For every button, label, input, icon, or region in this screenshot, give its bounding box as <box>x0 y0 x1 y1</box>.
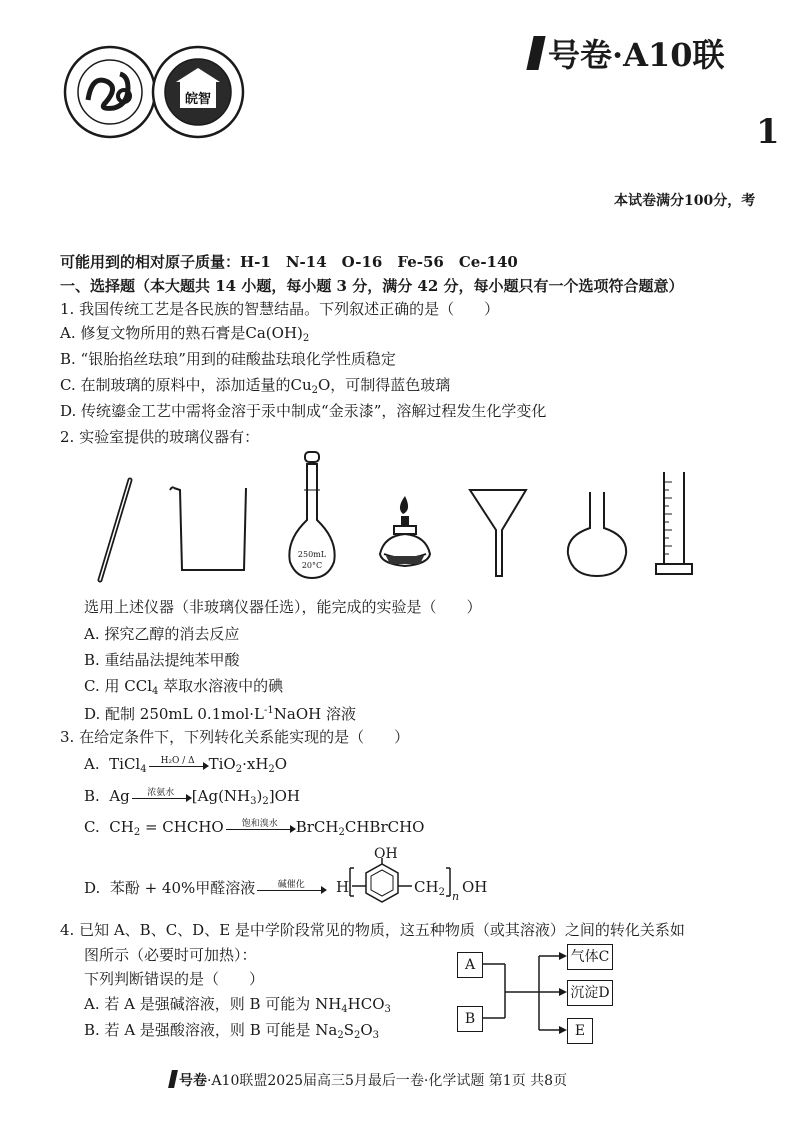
brand-title: 号卷·A10联 <box>530 30 725 76</box>
phenolic-resin-structure <box>330 846 490 906</box>
q3-option-b: B. Ag 浓氨水 $[Ag(NH_3)_2]OH$ <box>84 787 300 807</box>
q3-option-a: A. TiCl$_4$ H₂O / Δ $TiO_2\cdot xH_2O$ <box>84 755 288 775</box>
question-2-stem: 2. 实验室提供的玻璃仪器有： <box>60 428 260 446</box>
q3-option-c: C. $CH_2$ = CHCHO 饱和溴水 BrCH$_2$CHBrCHO <box>84 818 425 838</box>
question-4-stem-2: 图所示（必要时可加热）： <box>84 946 257 964</box>
alcohol-lamp-icon <box>370 492 440 576</box>
question-4-stem-1: 4. 已知 A、B、C、D、E 是中学阶段常见的物质，这五种物质（或其溶液）之间的转化关系如 <box>60 921 685 939</box>
page-footer: 号卷·A10联盟2025届高三5月最后一卷·化学试题 第1页 共8页 <box>170 1070 567 1090</box>
section-title: 一、选择题（本大题共 14 小题，每小题 3 分，满分 42 分，每小题只有一个选项符合题意） <box>60 277 684 295</box>
school-logo-right <box>150 44 246 140</box>
diagram-box-d: 沉淀D <box>567 980 613 1006</box>
school-logo-left <box>62 44 158 140</box>
q2-instruction: 选用上述仪器（非玻璃仪器任选），能完成的实验是（ ） <box>84 598 482 616</box>
diagram-box-c: 气体C <box>567 944 613 970</box>
q1-option-a: A. 修复文物所用的熟石膏是$Ca(OH)_2$ <box>60 324 310 344</box>
q4-option-a: A. 若 A 是强碱溶液，则 B 可能为 $NH_4HCO_3$ <box>84 995 391 1015</box>
structure-h: H <box>336 878 350 896</box>
question-1-stem: 1. 我国传统工艺是各民族的智慧结晶。下列叙述正确的是（ ） <box>60 300 500 318</box>
beaker-icon <box>168 482 258 581</box>
flask-volume-label: 250mL <box>297 550 327 559</box>
round-bottom-flask-icon <box>562 488 632 584</box>
structure-oh-top: OH <box>374 846 398 862</box>
glass-rod-icon <box>90 475 140 589</box>
corner-number: 1 <box>756 112 780 152</box>
score-note: 本试卷满分100分，考 <box>614 193 756 209</box>
reaction-arrow-icon: 饱和溴水 <box>224 818 296 838</box>
brand-mark-icon <box>526 36 545 70</box>
atomic-masses: 可能用到的相对原子质量：H-1 N-14 O-16 Fe-56 Ce-140 <box>60 253 518 271</box>
q4-prompt: 下列判断错误的是（ ） <box>84 970 265 988</box>
q2-option-c: C. 用 CCl$_4$ 萃取水溶液中的碘 <box>84 677 284 697</box>
q1-option-c: C. 在制玻璃的原料中，添加适量的$Cu_2O$，可制得蓝色玻璃 <box>60 376 451 396</box>
q2-option-a: A. 探究乙醇的消去反应 <box>84 625 240 643</box>
diagram-box-b: B <box>457 1006 483 1032</box>
flask-temp-label: 20°C <box>301 561 323 570</box>
structure-oh-end: OH <box>462 878 488 896</box>
structure-ch2: $CH_2$ <box>414 878 445 898</box>
q1-option-d: D. 传统鎏金工艺中需将金溶于汞中制成“金汞漆”，溶解过程发生化学变化 <box>60 402 547 420</box>
volumetric-flask-icon <box>282 450 342 580</box>
q3-option-d: D. 苯酚 + 40%甲醛溶液 碱催化 <box>84 878 327 899</box>
footer-brand-mark-icon <box>168 1070 178 1088</box>
q2-option-b: B. 重结晶法提纯苯甲酸 <box>84 651 240 669</box>
structure-n: n <box>452 890 460 903</box>
reaction-arrow-icon: H₂O / Δ <box>147 755 209 775</box>
logo-right-mark: 皖智 <box>184 92 211 107</box>
question-3-stem: 3. 在给定条件下，下列转化关系能实现的是（ ） <box>60 728 410 746</box>
graduated-cylinder-icon <box>652 468 696 584</box>
reaction-arrow-icon: 浓氨水 <box>130 787 192 807</box>
q1-option-b: B. “银胎掐丝珐琅”用到的硅酸盐珐琅化学性质稳定 <box>60 350 396 368</box>
diagram-box-e: E <box>567 1018 593 1044</box>
benzene-ring-icon <box>330 846 490 906</box>
q4-option-b: B. 若 A 是强酸溶液，则 B 可能是 $Na_2S_2O_3$ <box>84 1021 380 1041</box>
funnel-icon <box>466 486 530 582</box>
q2-option-d: D. 配制 250mL $0.1mol\cdot L^{-1}NaOH$ 溶液 <box>84 705 356 723</box>
reaction-arrow-icon: 碱催化 <box>255 879 327 899</box>
diagram-box-a: A <box>457 952 483 978</box>
q4-relationship-diagram <box>455 942 615 1048</box>
